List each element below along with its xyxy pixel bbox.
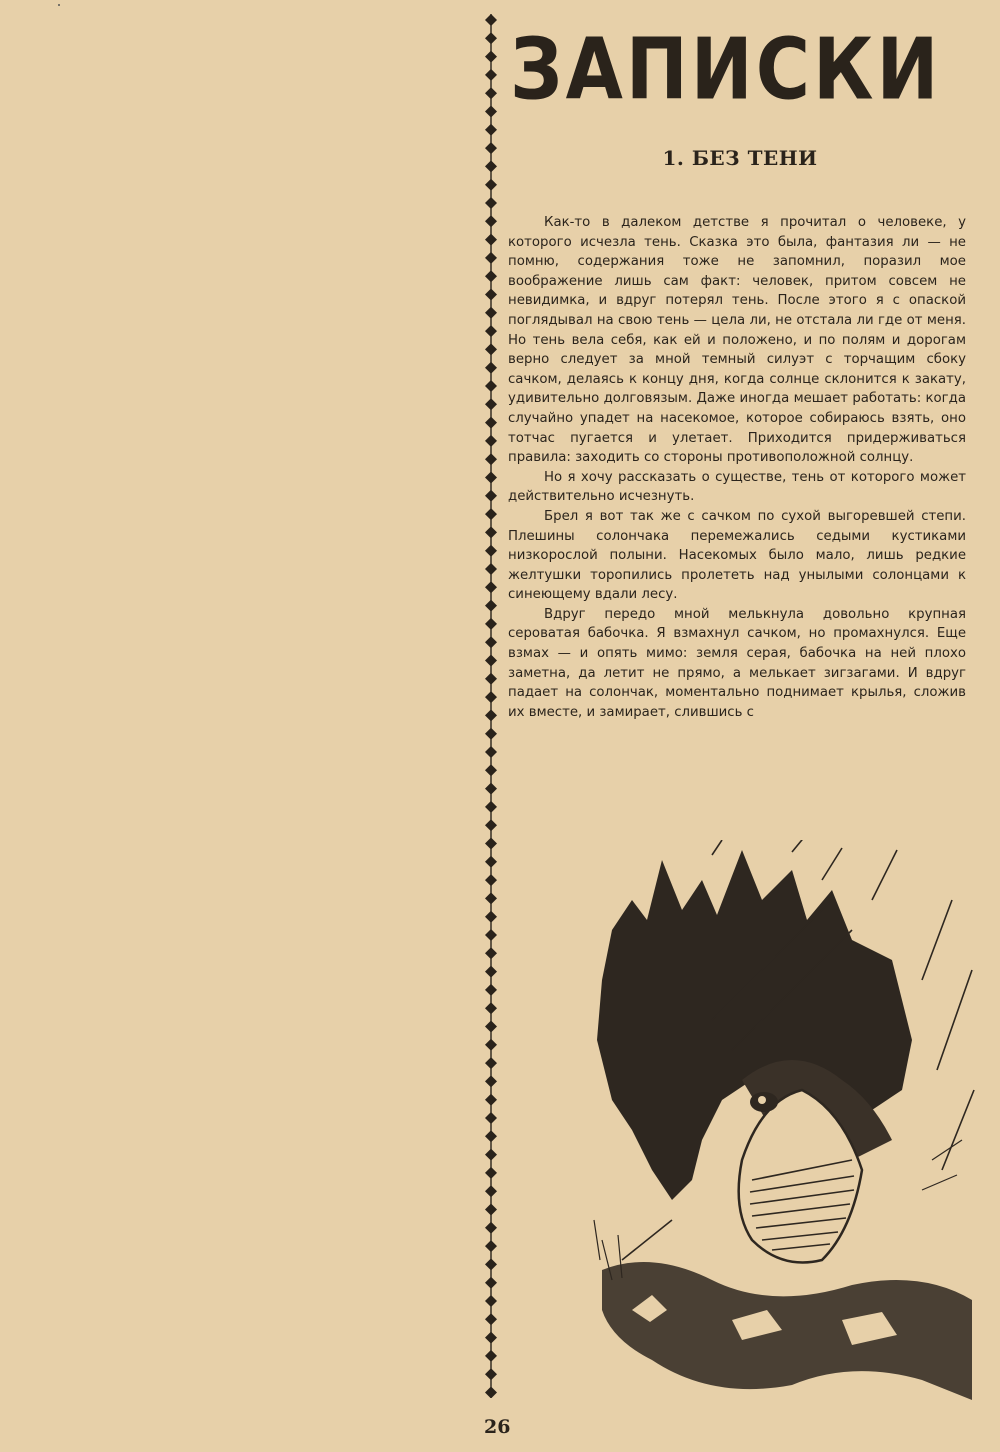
paragraph: Как-то в далеком детстве я прочитал о человеке, у которого исчезла тень. Сказка это была, фантазия ли — не помню, содержания тоже не запомнил, поразил мое воображение лишь сам факт: человек, притом совсем не невидимка, и вдруг потерял тень. После этого я с опаской поглядывал на свою тень — цела ли, не отстала ли где от меня. Но тень вела себя, как ей и положено, и по полям и дорогам верно следует за мной темный силуэт с торчащим сбоку сачком, делаясь к концу дня, когда солнце склонится к закату, удивительно долговязым. Даже иногда мешает работать: когда случайно упадет на насекомое, которое собираюсь взять, оно тотчас пугается и улетает. Приходится придерживаться правила: заходить со стороны противоположной солнцу. xyxy=(508,215,966,466)
moth-illustration xyxy=(592,840,980,1400)
chapter-heading: 1. БЕЗ ТЕНИ xyxy=(662,146,818,170)
article-body xyxy=(508,213,966,722)
ornamental-divider xyxy=(480,14,502,1398)
page-title: ЗАПИСКИ xyxy=(510,20,942,119)
paragraph: Вдруг передо мной мелькнула довольно крупная сероватая бабочка. Я взмахнул сачком, но промахнулся. Еще взмах — и опять мимо: земля серая, бабочка на ней плохо заметна, да летит не прямо, а мелькает зигзагами. И вдруг падает на солончак, моментально поднимает крылья, сложив их вместе, и замирает, слившись с xyxy=(508,606,966,720)
paragraph: Брел я вот так же с сачком по сухой выгоревшей степи. Плешины солончака перемежались седыми кустиками низкорослой полыни. Насекомых было мало, лишь редкие желтушки торопились пролететь над унылыми солонцами к синеющему вдали лесу. xyxy=(508,508,966,603)
paragraph: Но я хочу рассказать о существе, тень от которого может действительно исчезнуть. xyxy=(508,469,966,505)
print-speck xyxy=(58,4,60,6)
page-number: 26 xyxy=(484,1416,511,1438)
